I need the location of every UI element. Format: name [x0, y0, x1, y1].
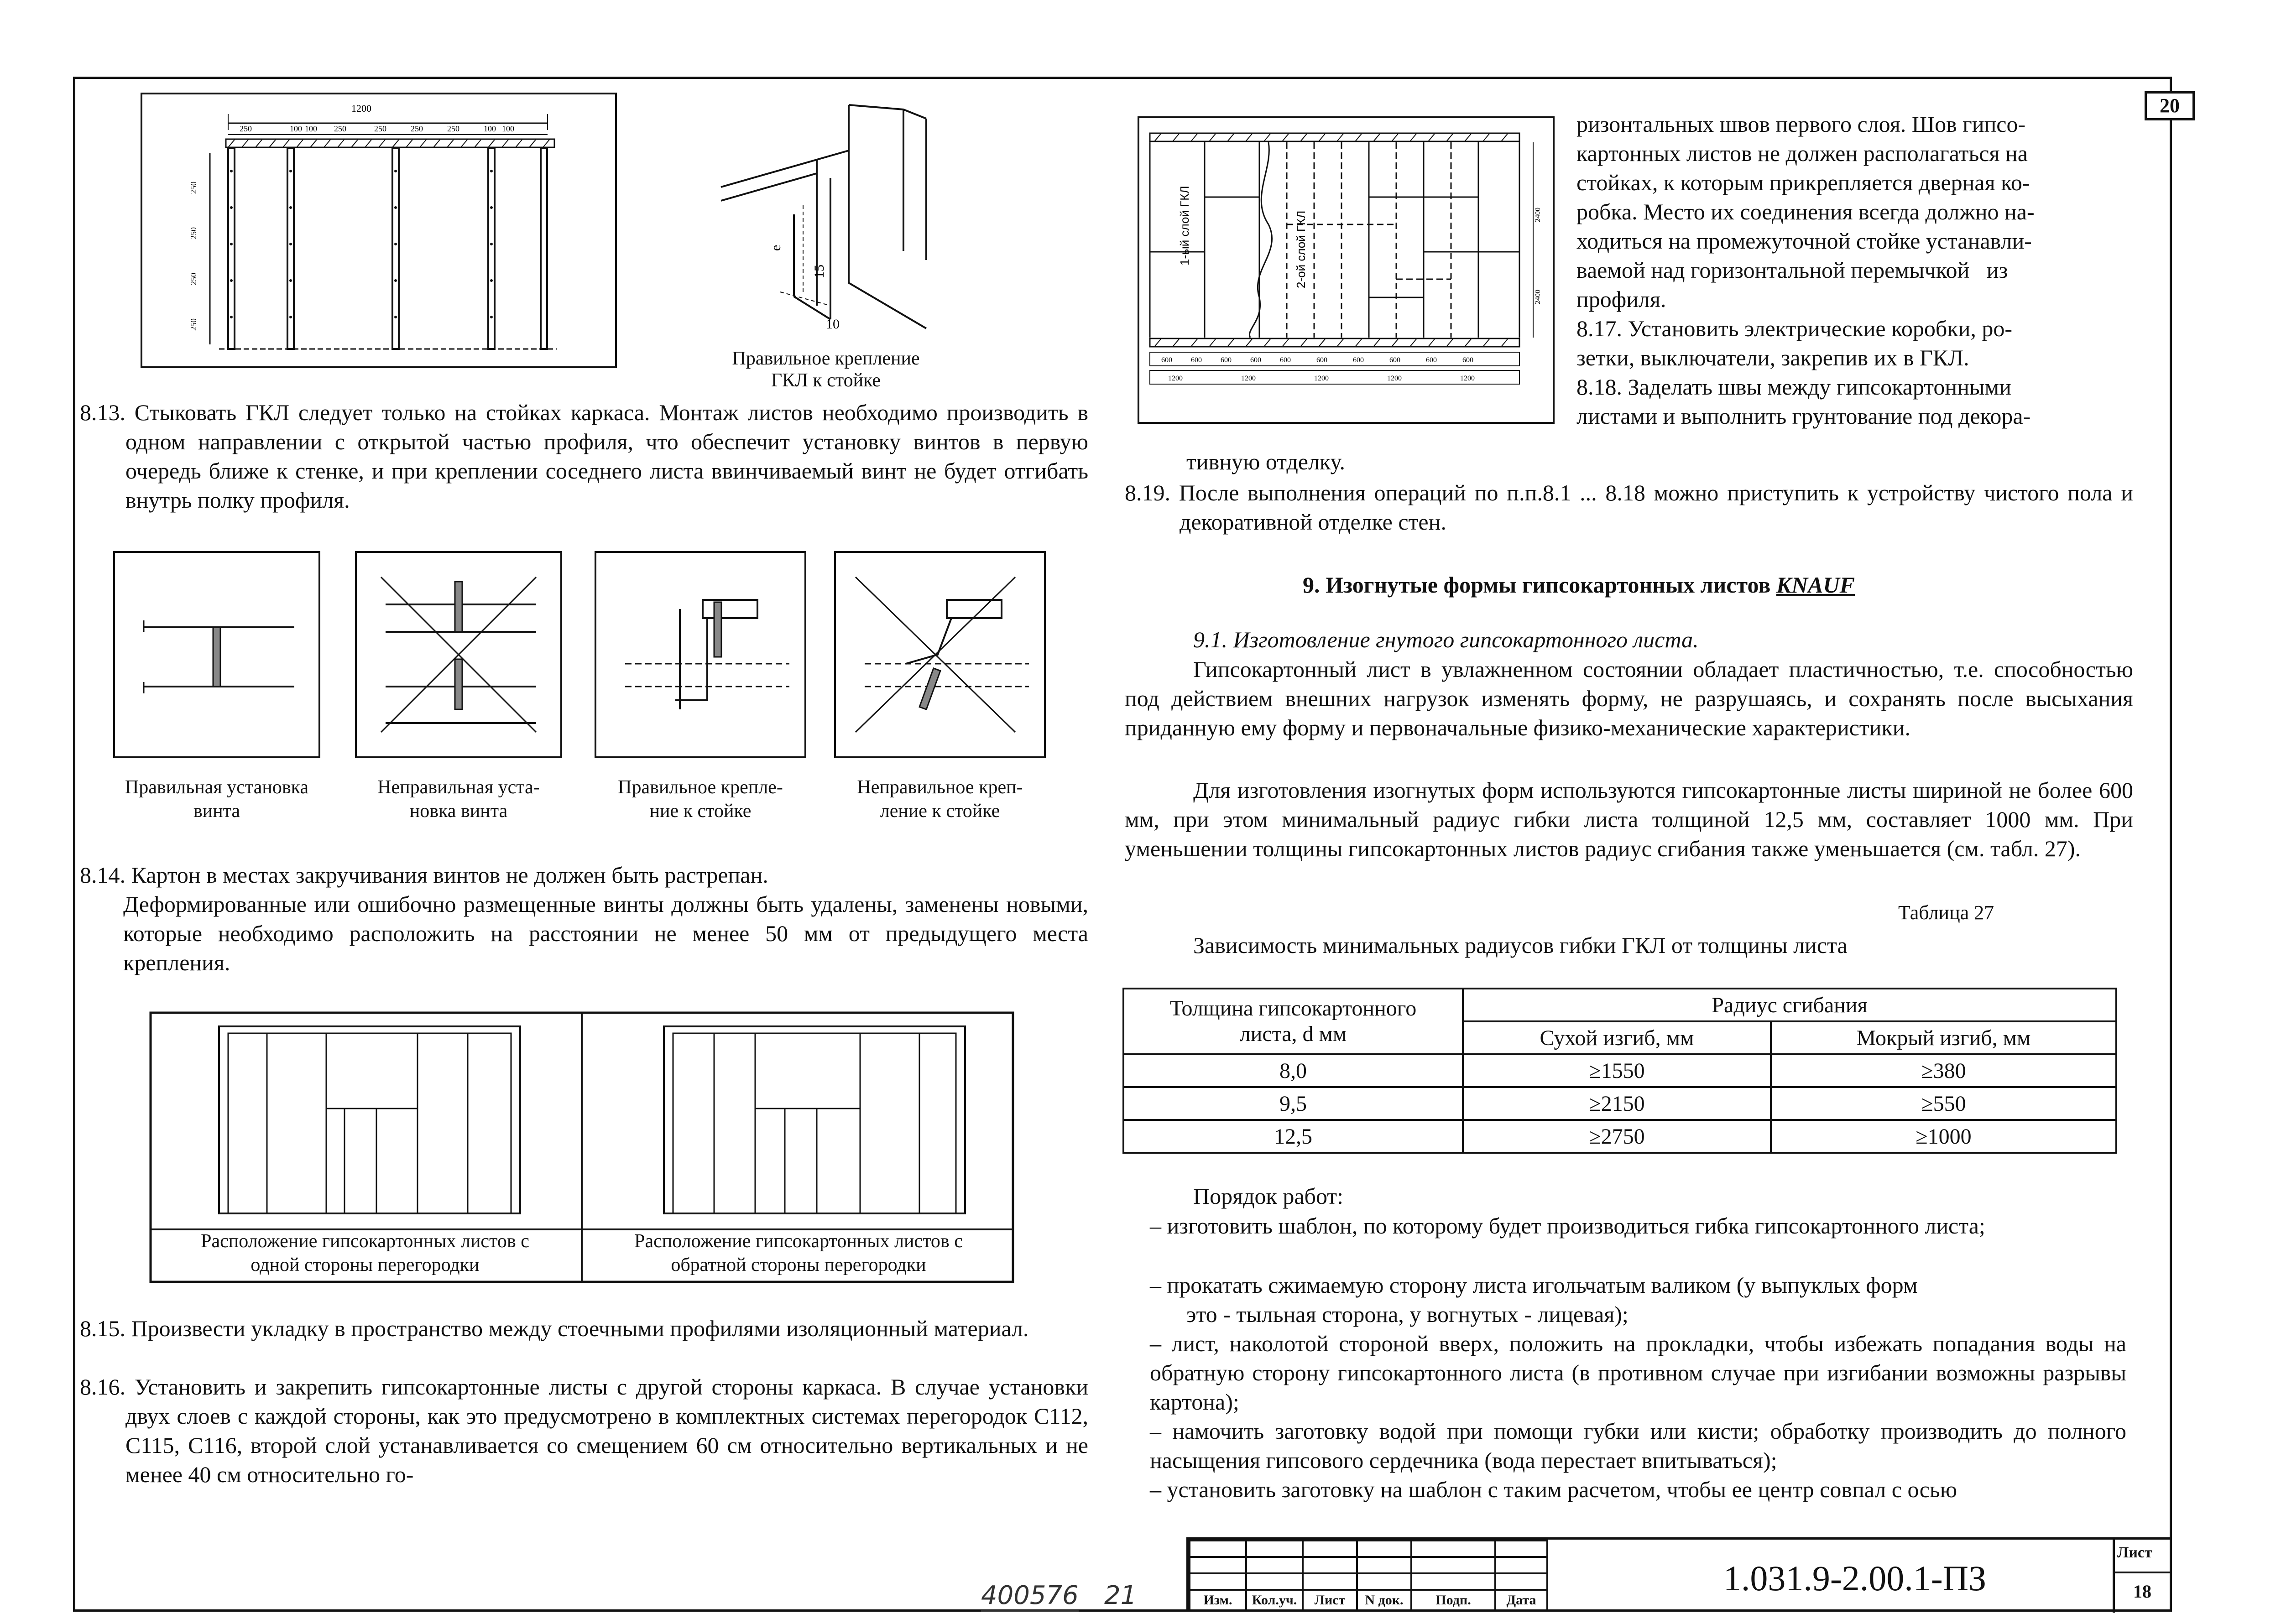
cell-dry: ≥2150	[1463, 1087, 1771, 1120]
svg-text:600: 600	[1191, 356, 1202, 364]
section-9-title-text: 9. Изогнутые формы гипсокартонных листов	[1303, 572, 1776, 598]
paragraph-8-14b: Деформированные или ошибочно размещенные винты должны быть удалены, заменены новыми, которые необходимо расположить на расстоянии не менее 50 мм от предыдущего места крепления.	[123, 891, 1088, 975]
stamp-col: Кол.уч.	[1246, 1590, 1303, 1611]
order-item: – прокатать сжимаемую сторону листа игольчатым валиком (у выпуклых форм	[1150, 1272, 1918, 1298]
text-line: робка. Место их соединения всегда должно на-	[1576, 199, 2035, 224]
section-9-title	[1303, 570, 1855, 599]
screw-figure-correct	[112, 550, 322, 760]
caption-line: новка винта	[409, 801, 508, 822]
paragraph-8-16: 8.16. Установить и закрепить гипсокартонные листы с другой стороны каркаса. В случае установки двух слоев с каждой стороны, как это предусмотрено в комплектных системах перегородок С112, С115, С116, второй слой устанавливается со смещением 60 см относительно вертикальных и не менее 40 см относительно го-	[80, 1374, 1088, 1487]
svg-text:250: 250	[189, 273, 198, 285]
text-line: картонных листов не должен располагаться на	[1576, 141, 2028, 166]
screw-figure-incorrect	[354, 550, 564, 760]
table-head-wet: Мокрый изгиб, мм	[1771, 1021, 2116, 1054]
order-item: – установить заготовку на шаблон с таким расчетом, чтобы ее центр совпал с осью	[1150, 1477, 1957, 1502]
stamp-col: Подп.	[1411, 1590, 1495, 1611]
handwritten-number: 400576	[981, 1581, 1079, 1612]
text-line: ваемой над горизонтальной перемычкой из	[1576, 257, 2008, 283]
text-line: зетки, выключатели, закрепив их в ГКЛ.	[1576, 345, 1969, 370]
svg-text:1200: 1200	[1241, 375, 1256, 382]
screw-caption-1	[98, 776, 335, 823]
caption-line: Правильное крепле-	[618, 777, 783, 798]
table-head-thickness-unit: листа, d мм	[1239, 1022, 1347, 1046]
label-layer1: 1-ый слой ГКЛ	[1178, 186, 1191, 265]
sheet-box	[2113, 1540, 2172, 1613]
svg-text:600: 600	[1280, 356, 1291, 364]
handwritten-page: 21	[1104, 1581, 1137, 1610]
text-line: листами и выполнить грунтование под декора-	[1576, 403, 2031, 429]
svg-text:1200: 1200	[1460, 375, 1475, 382]
text-line: профиля.	[1576, 286, 1666, 312]
paragraph-8-13: 8.13. Стыковать ГКЛ следует только на стойках каркаса. Монтаж листов необходимо производить в одном направлении с открытой частью профиля, что обеспечит установку винтов в первую очередь ближе к стенке, и при креплении соседнего листа ввинчиваемый винт не будет отгибать внутрь полку профиля.	[80, 400, 1088, 513]
svg-text:600: 600	[1426, 356, 1437, 364]
cell-wet: ≥1000	[1771, 1120, 2116, 1153]
document-code: 1.031.9-2.00.1-ПЗ	[1723, 1558, 1987, 1598]
svg-text:250: 250	[411, 124, 423, 133]
caption-line: Расположение гипсокартонных листов с	[634, 1231, 963, 1252]
table-27-label: Таблица 27	[1898, 901, 1994, 924]
paragraph-9-1a: Гипсокартонный лист в увлажненном состоянии обладает пластичностью, т.е. способностью под действием внешних нагрузок изменять форму, не разрушаясь, и сохранять после высыхания приданную ему форму и первоначальные физико-механические характеристики.	[1125, 656, 2133, 740]
text-line: ходиться на промежуточной стойке устанавли-	[1576, 228, 2032, 254]
order-item: это - тыльная сторона, у вогнутых - лицевая);	[1186, 1301, 1629, 1327]
svg-text:2400: 2400	[1534, 290, 1542, 304]
dim-total: 1200	[351, 103, 371, 114]
caption-line: ление к стойке	[880, 801, 1000, 822]
dim-e: e	[768, 245, 783, 251]
caption-line: Правильная установка	[125, 777, 309, 798]
svg-text:1200: 1200	[1387, 375, 1402, 382]
svg-text:100: 100	[502, 124, 514, 133]
caption-line: Неправильное креп-	[857, 777, 1023, 798]
stud-fastening-incorrect	[833, 550, 1047, 760]
paragraph-8-19: 8.19. После выполнения операций по п.п.8.1 ... 8.18 можно приступить к устройству чистого пола и декоративной отделке стен.	[1125, 480, 2133, 535]
table-head-dry: Сухой изгиб, мм	[1463, 1021, 1771, 1054]
section-9-title-brand: KNAUF	[1776, 572, 1855, 598]
text-line: 8.18. Заделать швы между гипсокартонными	[1576, 374, 2011, 400]
svg-text:250: 250	[240, 124, 252, 133]
text-line: стойках, к которым прикрепляется дверная ко-	[1576, 170, 2030, 195]
table-row	[1123, 1087, 2116, 1120]
svg-text:250: 250	[447, 124, 459, 133]
svg-text:2400: 2400	[1534, 208, 1542, 222]
svg-text:250: 250	[189, 182, 198, 194]
table-row	[1123, 1054, 2116, 1087]
order-item: – лист, наколотой стороной вверх, положить на прокладки, чтобы избежать попадания воды на обратную сторону гипсокартонного листа (в противном случае при изгибании возможны разрывы картона);	[1150, 1331, 2126, 1415]
caption-line: Правильное крепление	[732, 348, 920, 369]
stamp-col: Изм.	[1190, 1590, 1246, 1611]
svg-text:600: 600	[1353, 356, 1364, 364]
table-head-group: Радиус сгибания	[1463, 989, 2116, 1021]
cell-thickness: 8,0	[1123, 1054, 1463, 1087]
svg-text:250: 250	[189, 318, 198, 331]
bend-radius-table	[1122, 988, 2117, 1154]
caption-line: Расположение гипсокартонных листов с	[201, 1231, 529, 1252]
svg-text:250: 250	[189, 227, 198, 239]
section-9-1-title: 9.1. Изготовление гнутого гипсокартонного листа.	[1193, 627, 1699, 652]
caption-line: винта	[193, 801, 240, 822]
svg-text:1200: 1200	[1314, 375, 1329, 382]
cell-thickness: 9,5	[1123, 1087, 1463, 1120]
partition-caption-2	[584, 1229, 1013, 1277]
sheet-label: Лист	[2117, 1544, 2152, 1561]
frame-dimension-drawing	[137, 89, 621, 372]
caption-line: Неправильная уста-	[377, 777, 540, 798]
partition-caption-1	[151, 1229, 579, 1277]
cell-thickness: 12,5	[1123, 1120, 1463, 1153]
paragraph-8-18-cont: тивную отделку.	[1186, 449, 1346, 474]
svg-text:600: 600	[1462, 356, 1473, 364]
svg-text:600: 600	[1250, 356, 1261, 364]
svg-text:100: 100	[290, 124, 302, 133]
stamp-col: Лист	[1303, 1590, 1357, 1611]
cell-wet: ≥550	[1771, 1087, 2116, 1120]
fastening-detail-drawing	[712, 91, 967, 347]
screw-caption-2	[344, 776, 573, 823]
svg-text:1200: 1200	[1168, 375, 1183, 382]
caption-line: ГКЛ к стойке	[771, 370, 881, 391]
svg-text:600: 600	[1161, 356, 1172, 364]
caption-line: обратной стороны перегородки	[671, 1254, 926, 1275]
sheet-value: 18	[2133, 1581, 2151, 1602]
paragraph-8-14a: 8.14. Картон в местах закручивания винтов не должен быть растрепан.	[80, 862, 768, 888]
svg-text:250: 250	[334, 124, 346, 133]
caption-line: одной стороны перегородки	[251, 1254, 480, 1275]
caption-line: ние к стойке	[649, 801, 752, 822]
dim-10: 10	[826, 317, 840, 332]
layers-drawing	[1136, 115, 1556, 425]
table-head-thickness: Толщина гипсокартонного	[1169, 996, 1417, 1020]
svg-text:100: 100	[305, 124, 317, 133]
stamp-col: N док.	[1357, 1590, 1411, 1611]
table-27-title: Зависимость минимальных радиусов гибки ГКЛ от толщины листа	[1193, 932, 1848, 958]
svg-text:600: 600	[1221, 356, 1232, 364]
stamp-col: Дата	[1495, 1590, 1547, 1611]
text-line: ризонтальных швов первого слоя. Шов гипсо-	[1576, 111, 2026, 137]
paragraph-9-1b: Для изготовления изогнутых форм используются гипсокартонные листы шириной не более 600 мм, при этом минимальный радиус гибки листа толщиной 12,5 мм, составляет 1000 мм. При уменьшении толщины гипсокартонных листов радиус сгибания также уменьшается (см. табл. 27).	[1125, 777, 2133, 861]
sheet-number-top: 20	[2145, 91, 2195, 120]
cell-dry: ≥2750	[1463, 1120, 1771, 1153]
svg-text:600: 600	[1316, 356, 1327, 364]
cell-dry: ≥1550	[1463, 1054, 1771, 1087]
table-row	[1123, 1120, 2116, 1153]
stud-fastening-correct	[593, 550, 808, 760]
svg-text:250: 250	[374, 124, 386, 133]
cell-wet: ≥380	[1771, 1054, 2116, 1087]
right-col-top-text	[1576, 109, 2138, 431]
order-item: – намочить заготовку водой при помощи губки или кисти; обработку производить до полного насыщения гипсового сердечника (вода перестает впитываться);	[1150, 1418, 2126, 1473]
svg-text:100: 100	[484, 124, 496, 133]
label-layer2: 2-ой слой ГКЛ	[1294, 210, 1308, 288]
title-block	[1186, 1537, 2172, 1612]
dim-15: 15	[812, 265, 827, 278]
svg-text:600: 600	[1389, 356, 1400, 364]
order-title: Порядок работ:	[1193, 1183, 1344, 1209]
order-item: – изготовить шаблон, по которому будет производиться гибка гипсокартонного листа;	[1150, 1213, 1985, 1239]
fastening-detail-caption	[698, 348, 954, 391]
text-line: 8.17. Установить электрические коробки, ро-	[1576, 316, 2012, 341]
screw-caption-3	[584, 776, 817, 823]
paragraph-8-15: 8.15. Произвести укладку в пространство между стоечными профилями изоляционный материал.	[80, 1316, 1029, 1341]
screw-caption-4	[821, 776, 1059, 823]
